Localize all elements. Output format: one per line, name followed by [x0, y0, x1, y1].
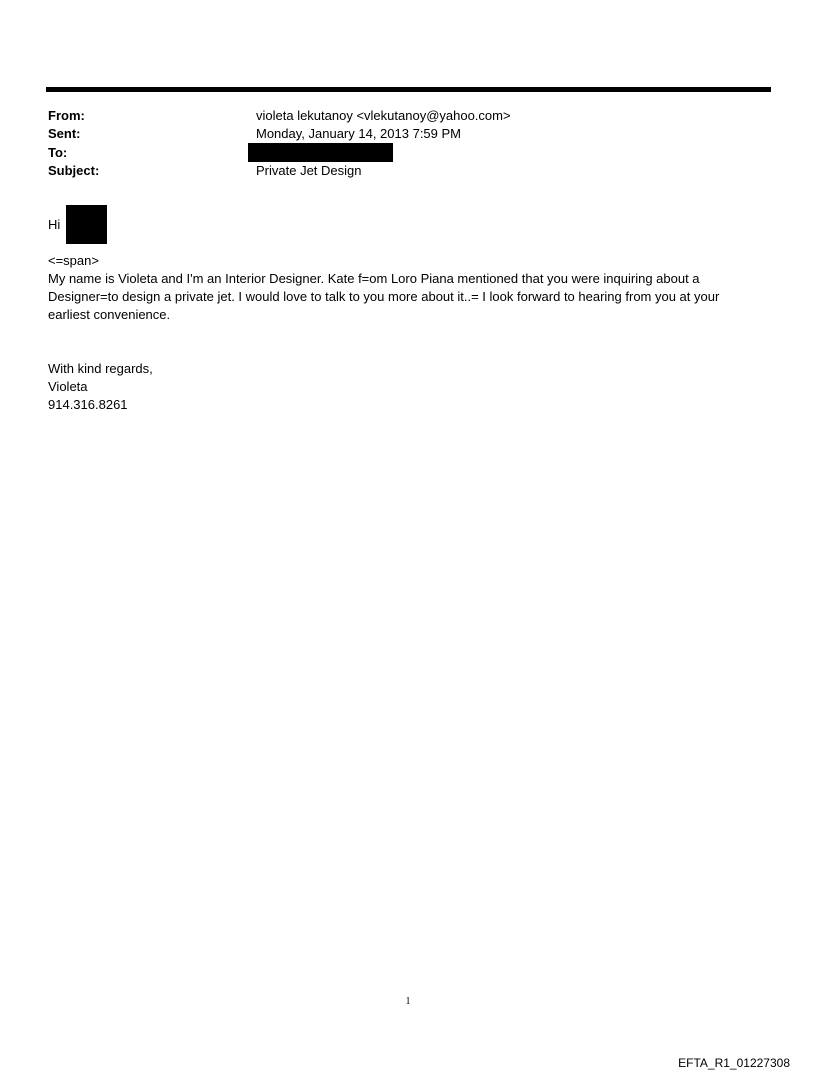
to-redaction: [248, 143, 393, 162]
to-label: To:: [48, 145, 68, 160]
header-divider: [46, 87, 771, 92]
signoff: With kind regards,: [48, 361, 153, 376]
greeting: Hi: [48, 217, 61, 232]
page-number: 1: [405, 996, 411, 1007]
body-line-3: earliest convenience.: [48, 307, 171, 322]
body-line-2: Designer=to design a private jet. I would love to talk to you more about it..= I look forward to hearing from you at your: [48, 289, 720, 304]
from-value: violeta lekutanoy <vlekutanoy@yahoo.com>: [256, 108, 511, 123]
subject-value: Private Jet Design: [256, 163, 362, 178]
greeting-redaction: [66, 205, 107, 244]
subject-label: Subject:: [48, 163, 100, 178]
signature-name: Violeta: [48, 379, 88, 394]
from-label: From:: [48, 108, 85, 123]
span-line: <=span>: [48, 253, 99, 268]
signature-phone: 914.316.8261: [48, 397, 128, 412]
document-id: EFTA_R1_01227308: [678, 1056, 790, 1070]
body-line-1: My name is Violeta and I'm an Interior Designer. Kate f=om Loro Piana mentioned that you were inquiring about a: [48, 271, 700, 286]
sent-label: Sent:: [48, 126, 81, 141]
sent-value: Monday, January 14, 2013 7:59 PM: [256, 126, 461, 141]
